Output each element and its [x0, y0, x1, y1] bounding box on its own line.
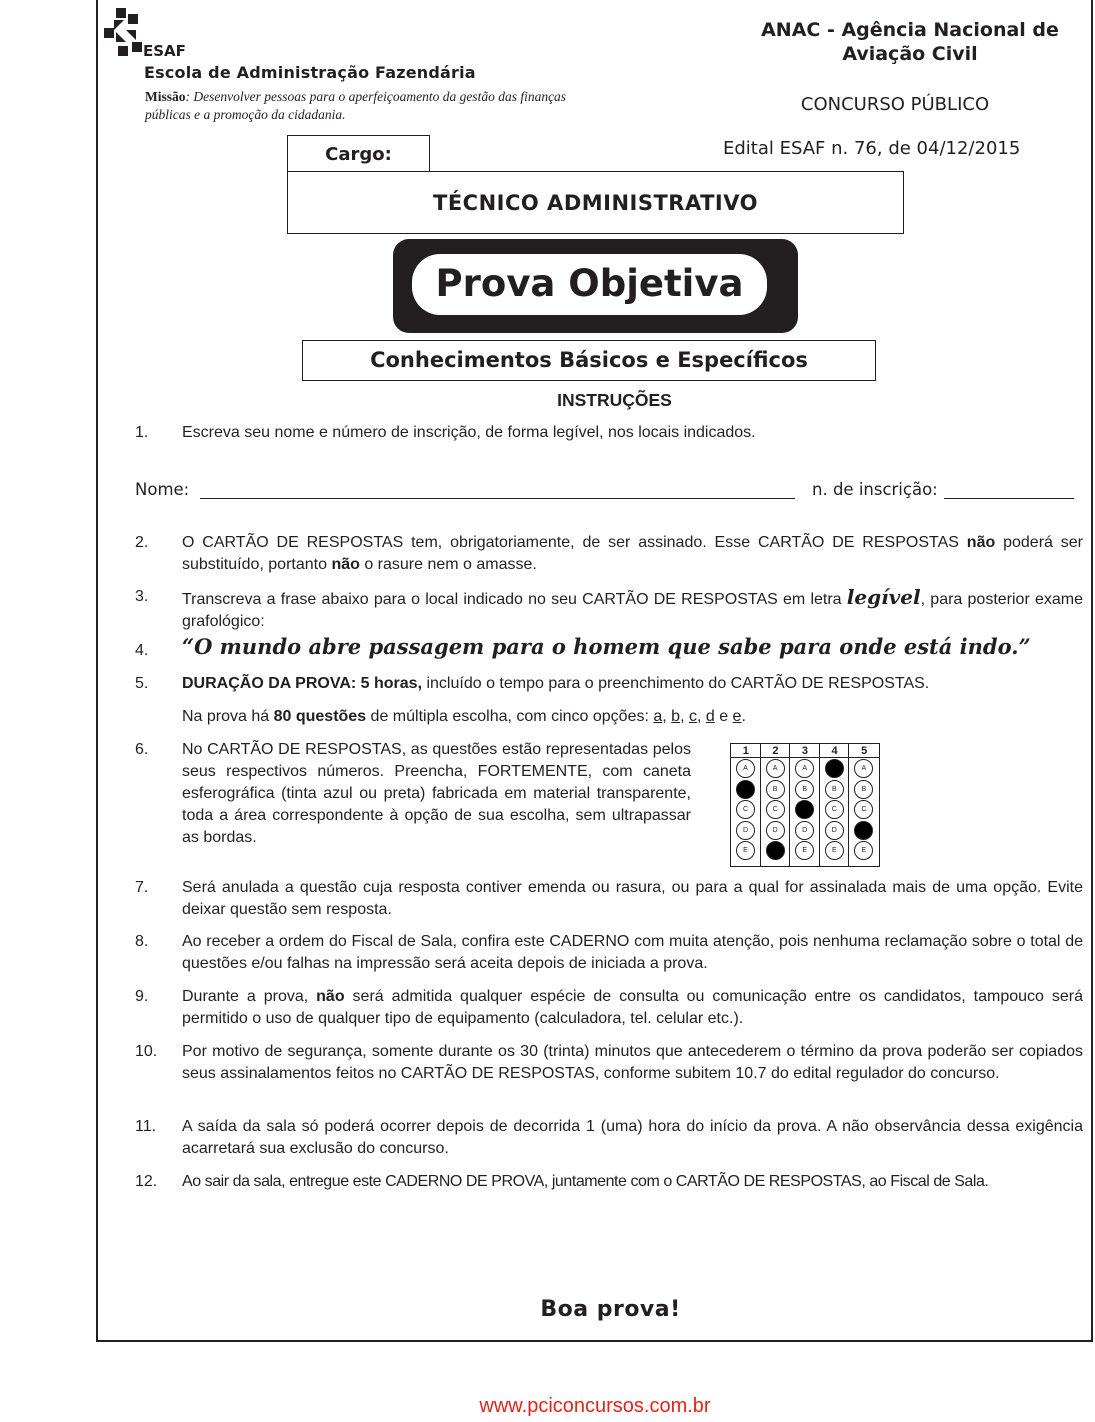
- option-bubble: D: [795, 821, 814, 840]
- option-bubble: D: [736, 821, 755, 840]
- option-bubble: C: [766, 800, 785, 819]
- nome-row: [135, 480, 1083, 499]
- missao-body: : Desenvolver pessoas para o aperfeiçoamento da gestão das finanças públicas e a promoção da cidadania.: [145, 89, 567, 122]
- option-bubble: C: [825, 800, 844, 819]
- instruction-number: 9.: [135, 988, 149, 1005]
- missao-text: [145, 88, 575, 124]
- grid-question-number: 1: [742, 745, 749, 757]
- instrucoes-title: INSTRUÇÕES: [557, 390, 672, 410]
- option-bubble: E: [795, 841, 814, 860]
- nome-field[interactable]: [200, 498, 795, 499]
- grid-question-number: 2: [772, 745, 779, 757]
- option-bubble: A: [736, 759, 755, 778]
- instruction-text: Ao sair da sala, entregue este CADERNO DE PROVA, juntamente com o CARTÃO DE RESPOSTAS, ao Fiscal de Sala.: [182, 1173, 989, 1190]
- instruction-text: Durante a prova, não será admitida qualquer espécie de consulta ou comunicação entre os candidatos, tampouco será permitido o uso de qualquer tipo de equipamento (calculadora, tel. celular etc.).: [182, 988, 1083, 1027]
- instruction-number: 11.: [135, 1118, 157, 1135]
- anac-title: [735, 18, 1085, 66]
- instruction-7: [135, 877, 1083, 921]
- option-bubble: C: [854, 800, 873, 819]
- option-bubble: A: [795, 759, 814, 778]
- anac-line2: Aviação Civil: [842, 43, 978, 65]
- instruction-number: 7.: [135, 879, 149, 896]
- instruction-number: 5.: [135, 675, 149, 692]
- cargo-label: Cargo:: [287, 135, 430, 172]
- instruction-text: Por motivo de segurança, somente durante os 30 (trinta) minutos que antecederem o término da prova poderão ser copiados seus assinalamentos feitos no CARTÃO DE RESPOSTAS, conforme subitem 10.7 do edital regulador do concurso.: [182, 1043, 1083, 1082]
- inscricao-field[interactable]: [944, 498, 1074, 499]
- instruction-number: 4.: [135, 642, 149, 659]
- option-bubble: B: [795, 780, 814, 799]
- filled-bubble: D: [854, 821, 873, 840]
- quote-text: “O mundo abre passagem para o homem que sabe para onde está indo.”: [182, 634, 1031, 659]
- instruction-5: [135, 673, 1083, 695]
- prova-title: Prova Objetiva: [412, 254, 767, 315]
- option-bubble: B: [766, 780, 785, 799]
- boa-prova: Boa prova!: [540, 1297, 681, 1322]
- filled-bubble: C: [795, 800, 814, 819]
- nome-label: Nome:: [135, 480, 190, 499]
- option-bubble: E: [825, 841, 844, 860]
- instruction-2: [135, 532, 1083, 576]
- option-bubble: A: [854, 759, 873, 778]
- grid-question-number: 3: [801, 745, 809, 757]
- missao-label: Missão: [145, 89, 186, 104]
- instruction-text: Transcreva a frase abaixo para o local indicado no seu CARTÃO DE RESPOSTAS em letra legível, para posterior exame grafológico:: [182, 585, 1084, 630]
- option-bubble: B: [854, 780, 873, 799]
- instruction-8: [135, 931, 1083, 975]
- instruction-4: [135, 636, 1083, 658]
- instruction-number: 10.: [135, 1043, 158, 1060]
- option-bubble: E: [736, 841, 755, 860]
- instruction-9: [135, 986, 1083, 1030]
- option-bubble: D: [766, 821, 785, 840]
- instruction-number: 2.: [135, 534, 149, 551]
- grid-question-number: 4: [831, 745, 838, 757]
- esaf-logo-text: ESAF: [143, 42, 186, 60]
- instruction-6: [135, 739, 691, 849]
- instruction-5b: [135, 706, 1083, 728]
- instruction-11: [135, 1116, 1083, 1160]
- cargo-value: TÉCNICO ADMINISTRATIVO: [287, 171, 904, 234]
- anac-line1: ANAC - Agência Nacional de: [761, 19, 1059, 41]
- option-bubble: C: [736, 800, 755, 819]
- option-bubble: A: [766, 759, 785, 778]
- site-link[interactable]: www.pciconcursos.com.br: [479, 1395, 711, 1417]
- subtitle: Conhecimentos Básicos e Específicos: [302, 340, 876, 381]
- instruction-text: No CARTÃO DE RESPOSTAS, as questões estão representadas pelos seus respectivos números. Preencha, FORTEMENTE, com caneta esferográfica (tinta azul ou preta) fabricada em material transparente, toda a área correspondente à opção de sua escolha, sem ultrapassar as bordas.: [182, 741, 691, 846]
- option-bubble: D: [825, 821, 844, 840]
- option-bubble: B: [825, 780, 844, 799]
- instruction-10: [135, 1041, 1083, 1085]
- instruction-number: 1.: [135, 424, 149, 441]
- instruction-text: DURAÇÃO DA PROVA: 5 horas, incluído o tempo para o preenchimento do CARTÃO DE RESPOSTAS.: [182, 675, 930, 692]
- instruction-text: Escreva seu nome e número de inscrição, de forma legível, nos locais indicados.: [182, 424, 756, 441]
- instruction-text: Na prova há 80 questões de múltipla escolha, com cinco opções: a, b, c, d e e.: [182, 708, 746, 725]
- edital: Edital ESAF n. 76, de 04/12/2015: [723, 138, 1021, 159]
- grid-question-number: 5: [861, 745, 868, 757]
- instruction-3: [135, 586, 1083, 633]
- instruction-number: 8.: [135, 933, 149, 950]
- inscricao-label: n. de inscrição:: [812, 480, 938, 499]
- instruction-text: Será anulada a questão cuja resposta contiver emenda ou rasura, ou para a qual for assinalada mais de uma opção. Evite deixar questão sem resposta.: [182, 879, 1083, 918]
- instruction-12: [135, 1171, 1083, 1193]
- filled-bubble: B: [736, 780, 755, 799]
- answer-card-example: [730, 743, 880, 867]
- filled-bubble: E: [766, 841, 785, 860]
- instruction-1: [135, 422, 1083, 444]
- instruction-text: O CARTÃO DE RESPOSTAS tem, obrigatoriamente, de ser assinado. Esse CARTÃO DE RESPOSTAS não poderá ser substituído, portanto não o rasure nem o amasse.: [182, 534, 1084, 573]
- instruction-text: A saída da sala só poderá ocorrer depois de decorrida 1 (uma) hora do início da prova. A não observância dessa exigência acarretará sua exclusão do concurso.: [182, 1118, 1083, 1157]
- filled-bubble: A: [825, 759, 844, 778]
- option-bubble: E: [854, 841, 873, 860]
- instruction-number: 6.: [135, 741, 149, 758]
- instruction-number: 12.: [135, 1173, 158, 1190]
- instruction-text: Ao receber a ordem do Fiscal de Sala, confira este CADERNO com muita atenção, pois nenhuma reclamação sobre o total de questões e/ou falhas na impressão será aceita depois de iniciada a prova.: [182, 933, 1083, 972]
- escola-name: Escola de Administração Fazendária: [144, 63, 476, 82]
- instruction-number: 3.: [135, 588, 149, 605]
- concurso-publico: CONCURSO PÚBLICO: [800, 94, 990, 115]
